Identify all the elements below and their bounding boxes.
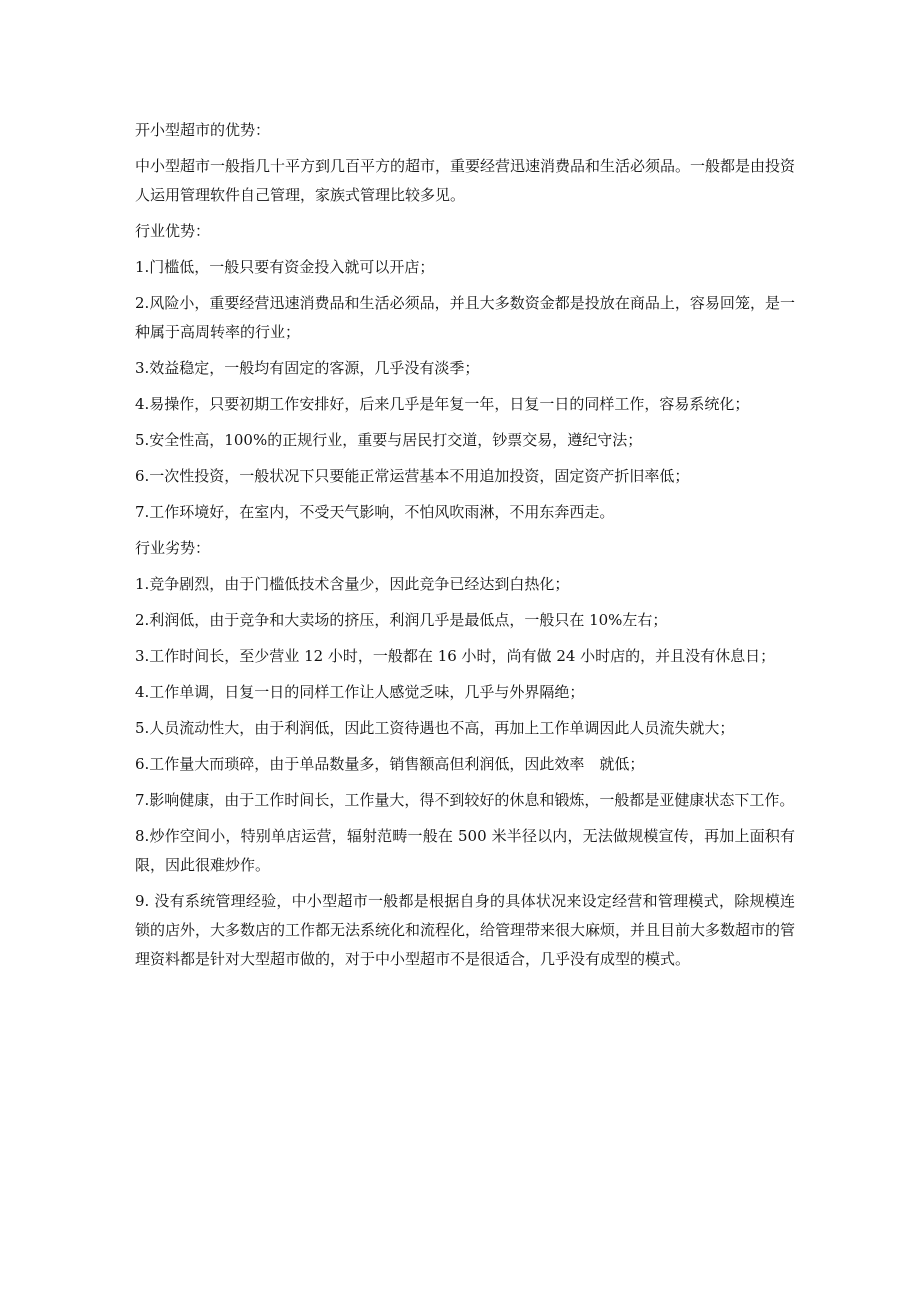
disadvantage-item-8: 8.炒作空间小，特别单店运营，辐射范畴一般在 500 米半径以内，无法做规模宣传，再加上面积有限，因此很难炒作。 (135, 827, 795, 874)
disadvantage-item-4: 4.工作单调，日复一日的同样工作让人感觉乏味，几乎与外界隔绝； (135, 683, 585, 701)
disadvantage-item-5: 5.人员流动性大，由于利润低，因此工资待遇也不高，再加上工作单调因此人员流失就大； (135, 719, 735, 737)
advantage-item-5: 5.安全性高，100%的正规行业，重要与居民打交道，钞票交易，遵纪守法； (135, 431, 643, 449)
disadvantage-item-9: 9. 没有系统管理经验，中小型超市一般都是根据自身的具体状况来设定经营和管理模式，除规模连锁的店外，大多数店的工作都无法系统化和流程化，给管理带来很大麻烦，并且目前大多数超市的管理资料都是针对大型超市做的，对于中小型超市不是很适合，几乎没有成型的模式。 (135, 892, 796, 968)
advantage-item-2: 2.风险小，重要经营迅速消费品和生活必须品，并且大多数资金都是投放在商品上，容易回笼，是一种属于高周转率的行业； (135, 294, 795, 341)
advantage-item-3: 3.效益稳定，一般均有固定的客源，几乎没有淡季； (135, 359, 480, 377)
advantage-item-1: 1.门槛低，一般只要有资金投入就可以开店； (135, 258, 435, 276)
advantage-item-4: 4.易操作，只要初期工作安排好，后来几乎是年复一年，日复一日的同样工作，容易系统化； (135, 395, 750, 413)
disadvantages-heading: 行业劣势： (135, 539, 211, 557)
disadvantage-item-6: 6.工作量大而琐碎，由于单品数量多，销售额高但利润低，因此效率 就低； (135, 755, 645, 773)
disadvantage-item-1: 1.竞争剧烈，由于门槛低技术含量少，因此竞争已经达到白热化； (135, 575, 570, 593)
advantages-heading: 行业优势： (135, 222, 211, 240)
advantage-item-6: 6.一次性投资，一般状况下只要能正常运营基本不用追加投资，固定资产折旧率低； (135, 467, 690, 485)
document-body (135, 116, 795, 981)
disadvantage-item-3: 3.工作时间长，至少营业 12 小时，一般都在 16 小时，尚有做 24 小时店的，并且没有休息日； (135, 647, 776, 665)
document-title: 开小型超市的优势： (135, 121, 271, 139)
intro-paragraph: 中小型超市一般指几十平方到几百平方的超市，重要经营迅速消费品和生活必须品。一般都是由投资人运用管理软件自己管理，家族式管理比较多见。 (135, 157, 796, 204)
disadvantage-item-7: 7.影响健康，由于工作时间长，工作量大，得不到较好的休息和锻炼，一般都是亚健康状态下工作。 (135, 791, 795, 809)
disadvantage-item-2: 2.利润低，由于竞争和大卖场的挤压，利润几乎是最低点，一般只在 10%左右； (135, 611, 668, 629)
advantage-item-7: 7.工作环境好，在室内，不受天气影响，不怕风吹雨淋，不用东奔西走。 (135, 503, 615, 521)
